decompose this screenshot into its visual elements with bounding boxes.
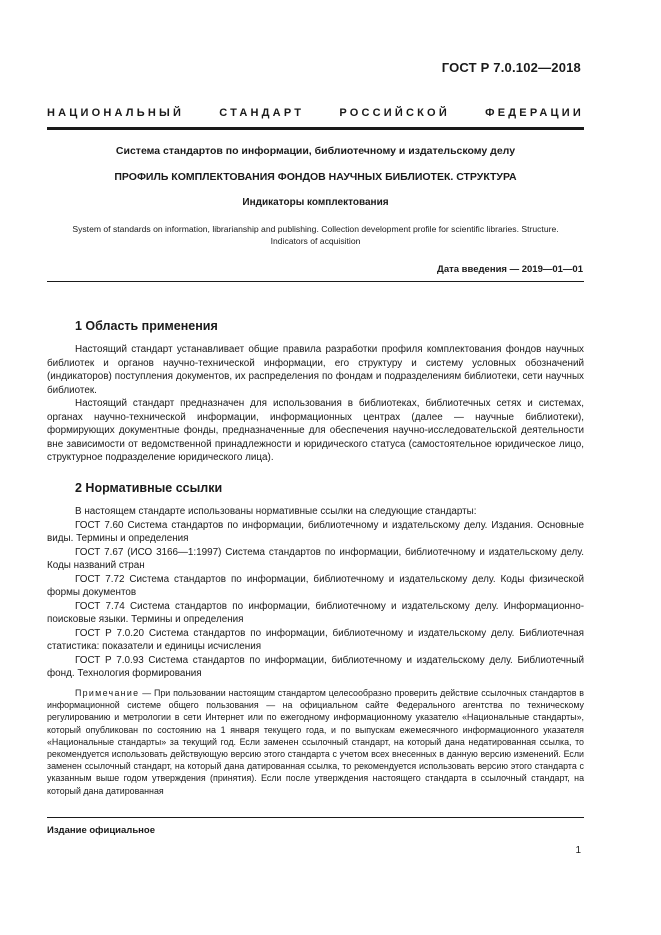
- reference-item: ГОСТ Р 7.0.93 Система стандартов по информации, библиотечному и издательскому делу. Библиотечный фонд. Технология формирования: [47, 654, 584, 679]
- reference-item: ГОСТ 7.72 Система стандартов по информации, библиотечному и издательскому делу. Коды физической формы документов: [47, 573, 584, 598]
- reference-item: ГОСТ 7.60 Система стандартов по информации, библиотечному и издательскому делу. Издания. Основные виды. Термины и определения: [47, 519, 584, 544]
- paragraph: В настоящем стандарте использованы нормативные ссылки на следующие стандарты:: [75, 506, 477, 517]
- english-title: [47, 223, 584, 247]
- section-normative-references: [47, 481, 584, 681]
- english-title-line-2: Indicators of acquisition: [270, 236, 361, 246]
- footer-divider: [47, 817, 584, 818]
- official-edition-label: Издание официальное: [47, 825, 155, 836]
- standard-series-title: Система стандартов по информации, библиотечному и издательскому делу: [115, 145, 516, 157]
- section-heading: 2 Нормативные ссылки: [75, 481, 223, 495]
- paragraph: Настоящий стандарт устанавливает общие правила разработки профиля комплектования фондов научных библиотек и органов научно-технической информации, его структуру и систему условных обозначений (индикаторов) поступления документов, их распределения по фондам и подразделениям библиотеки, сети научных библиотек.: [47, 344, 584, 396]
- main-title: ПРОФИЛЬ КОМПЛЕКТОВАНИЯ ФОНДОВ НАУЧНЫХ БИБЛИОТЕК. СТРУКТУРА: [114, 171, 517, 183]
- subtitle: Индикаторы комплектования: [242, 197, 389, 208]
- introduction-date: Дата введения — 2019—01—01: [437, 264, 583, 275]
- section-scope: [47, 319, 584, 465]
- section-heading: 1 Область применения: [75, 319, 218, 333]
- english-title-line-1: System of standards on information, librarianship and publishing. Collection development profile for scientific libraries. Structure.: [72, 224, 559, 234]
- reference-item: ГОСТ Р 7.0.20 Система стандартов по информации, библиотечному и издательскому делу. Библиотечная статистика: показатели и единицы исчисления: [47, 627, 584, 652]
- page-number: 1: [575, 845, 581, 856]
- heading-divider: [47, 127, 584, 130]
- standard-heading: НАЦИОНАЛЬНЫЙ СТАНДАРТ РОССИЙСКОЙ ФЕДЕРАЦИИ: [47, 107, 584, 119]
- reference-item: ГОСТ 7.67 (ИСО 3166—1:1997) Система стандартов по информации, библиотечному и издательскому делу. Коды названий стран: [47, 546, 584, 571]
- note-label: Примечание: [75, 688, 140, 698]
- note-block: [47, 687, 584, 797]
- note-text: — При пользовании настоящим стандартом целесообразно проверить действие ссылочных стандартов в информационной системе общего пользования — на официальном сайте Федерального агентства по техническому регулированию и метрологии в сети Интернет или по ежегодному информационному указателю «Национальные стандарты», который опубликован по состоянию на 1 января текущего года, и по выпускам ежемесячного информационного указателя «Национальные стандарты» за текущий год. Если заменен ссылочный стандарт, на который дана недатированная ссылка, то рекомендуется использовать действующую версию этого стандарта с учетом всех внесенных в данную версию изменений. Если заменен ссылочный стандарт, на который дана датированная ссылка, то рекомендуется использовать версию этого стандарта с указанным выше годом утверждения (принятия). Если после утверждения настоящего стандарта в ссылочный стандарт, на который дана датированная: [47, 688, 584, 796]
- paragraph: Настоящий стандарт предназначен для использования в библиотеках, библиотечных сетях и системах, органах научно-технической информации, информационных центрах (далее — научные библиотеки), формирующих документные фонды, предназначенные для обеспечения научно-исследовательской деятельности вне зависимости от ведомственной принадлежности и юридического статуса (самостоятельное юридическое лицо, структурное подразделение юридического лица).: [47, 398, 584, 463]
- date-divider: [47, 281, 584, 282]
- reference-item: ГОСТ 7.74 Система стандартов по информации, библиотечному и издательскому делу. Информационно-поисковые языки. Термины и определения: [47, 600, 584, 625]
- note-paragraph: [47, 687, 584, 797]
- document-code: ГОСТ Р 7.0.102—2018: [441, 60, 581, 75]
